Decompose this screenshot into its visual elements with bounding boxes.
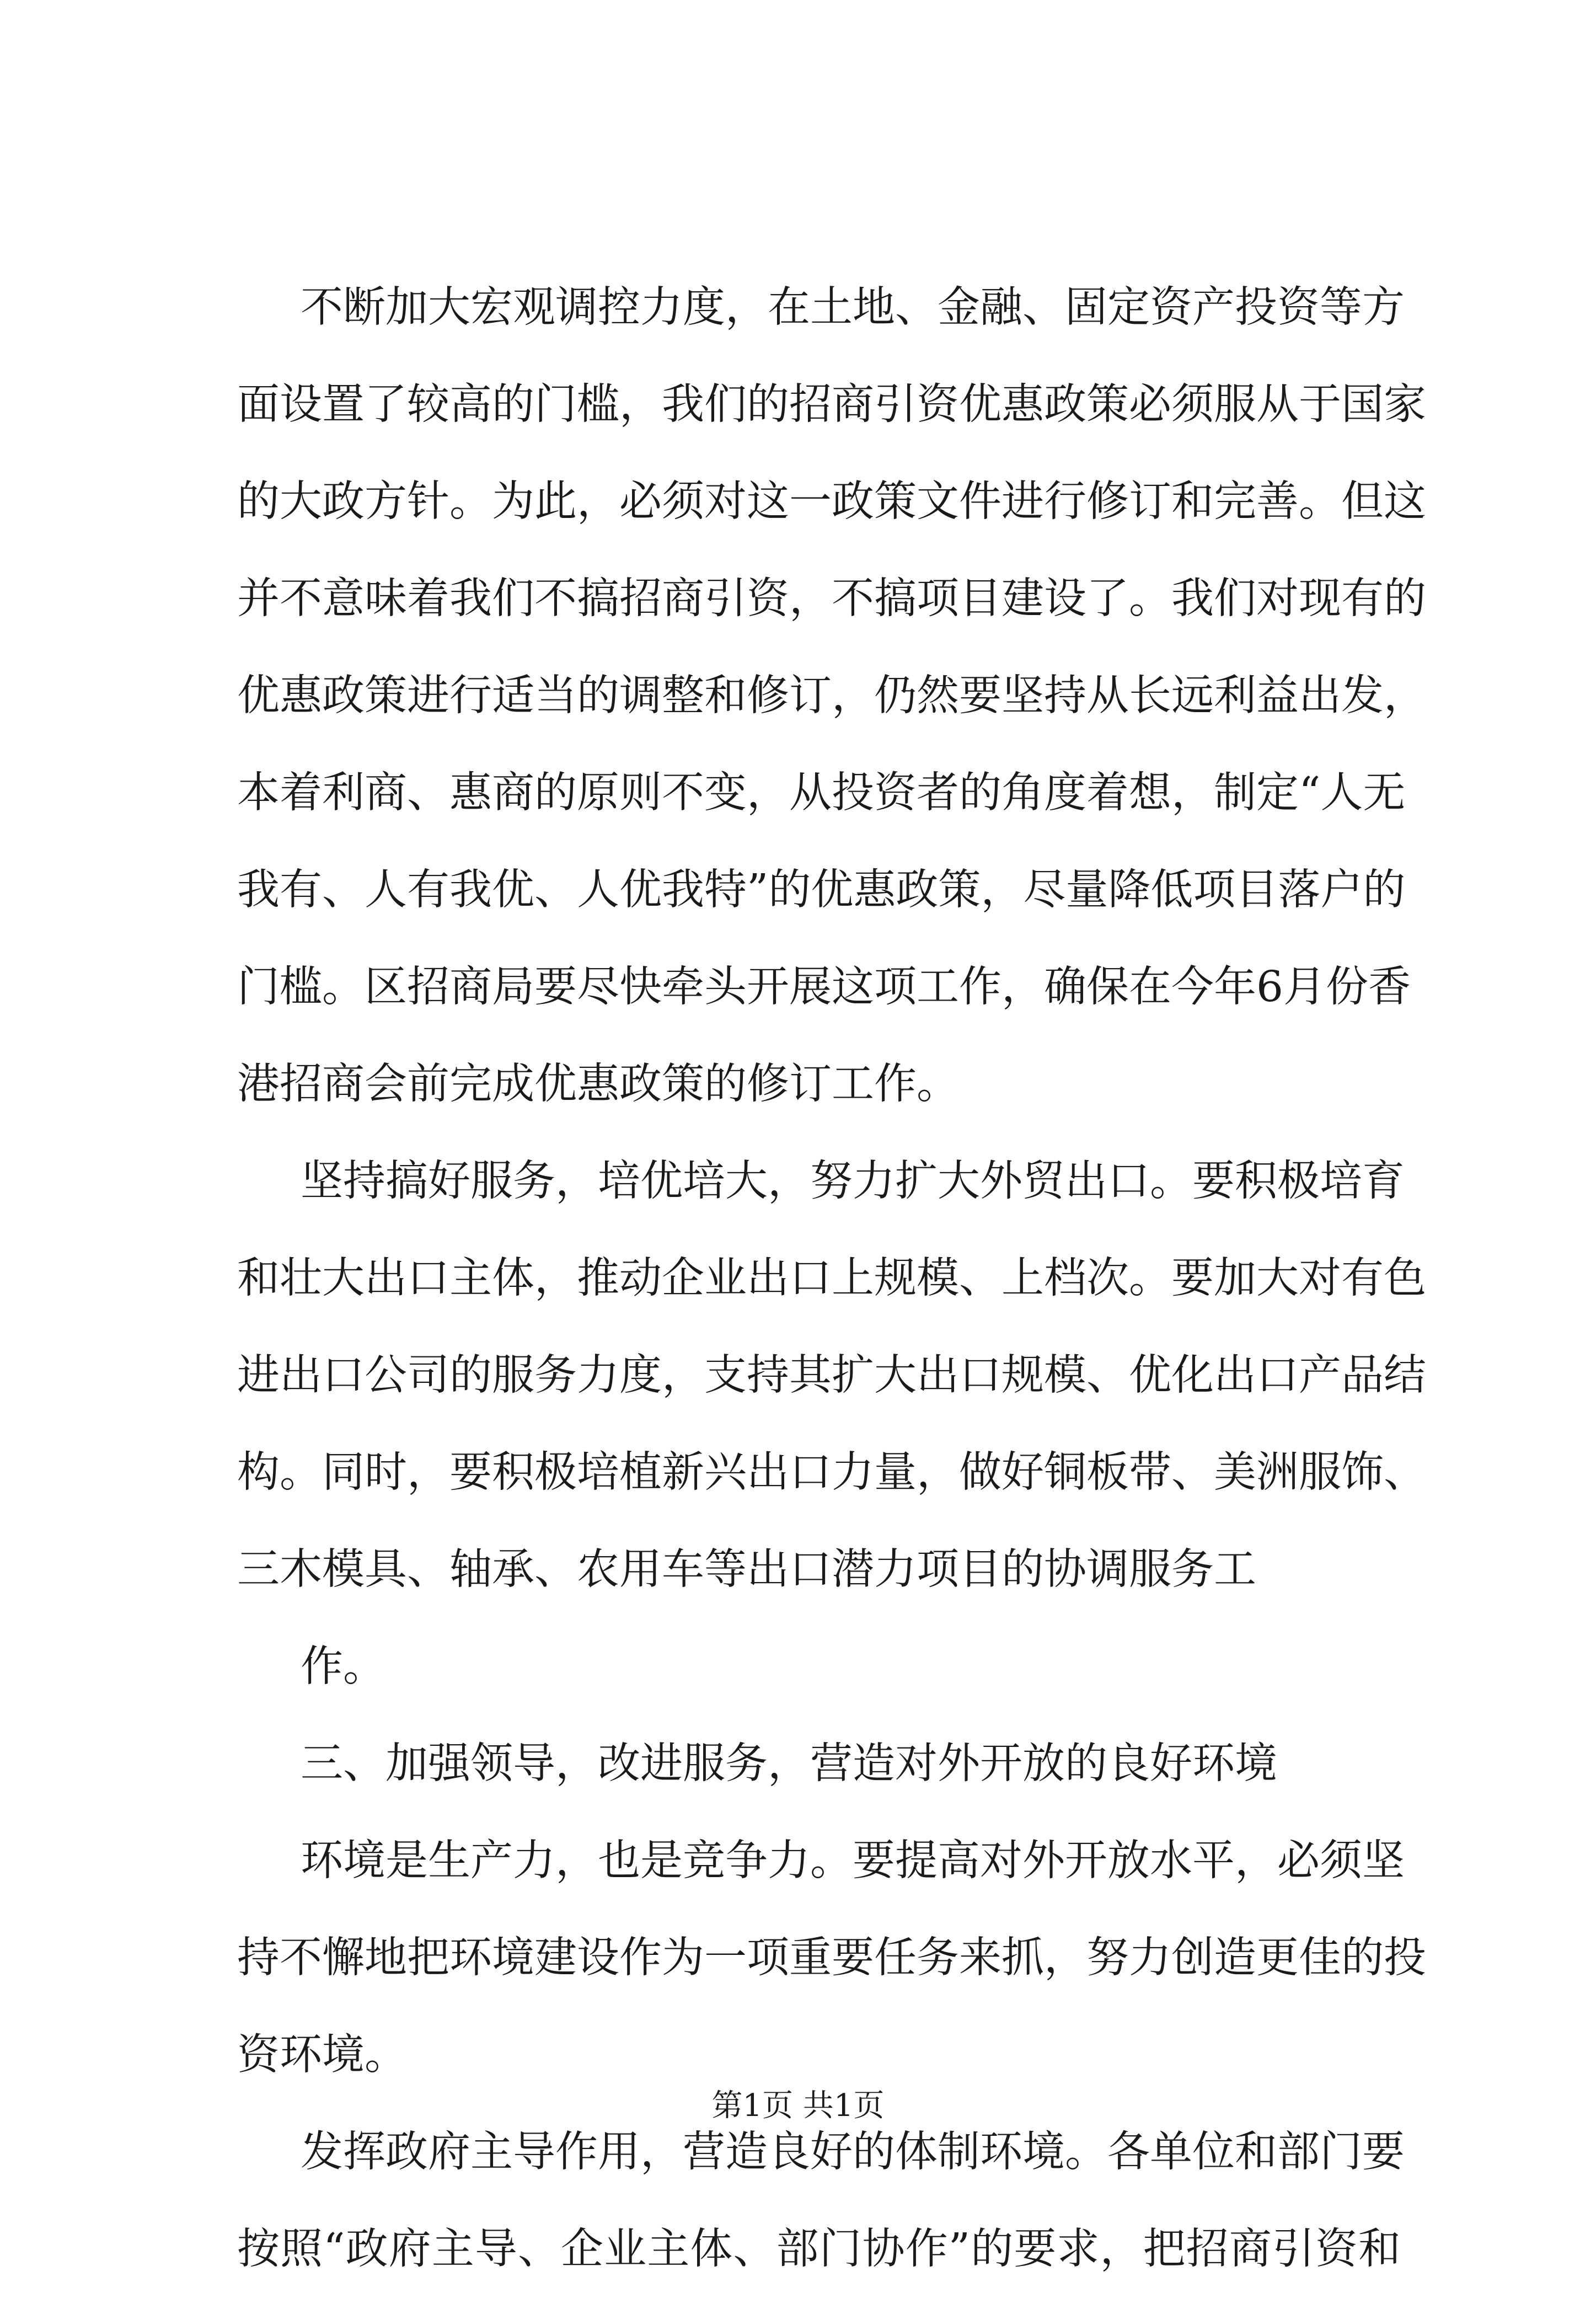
text-line: 我有、人有我优、人优我特”的优惠政策，尽量降低项目落户的 (237, 865, 1406, 915)
text-line: 并不意味着我们不搞招商引资，不搞项目建设了。我们对现有的 (237, 574, 1426, 623)
text-line: 门槛。区招商局要尽快牵头开展这项工作，确保在今年6月份香 (237, 963, 1411, 1012)
text-line: 三木模具、轴承、农用车等出口潜力项目的协调服务工 (237, 1545, 1256, 1594)
text-line: 的大政方针。为此，必须对这一政策文件进行修订和完善。但这 (237, 477, 1426, 526)
body-text (237, 259, 1426, 2298)
text-line: 构。同时，要积极培植新兴出口力量，做好铜板带、美洲服饰、 (237, 1448, 1426, 1497)
text-line: 港招商会前完成优惠政策的修订工作。 (237, 1060, 959, 1109)
text-line: 进出口公司的服务力度，支持其扩大出口规模、优化出口产品结 (237, 1351, 1426, 1400)
text-line: 优惠政策进行适当的调整和修订，仍然要坚持从长远利益出发， (237, 671, 1426, 720)
text-line: 坚持搞好服务，培优培大，努力扩大外贸出口。要积极培育 (301, 1157, 1405, 1206)
text-line: 面设置了较高的门槛，我们的招商引资优惠政策必须服从于国家 (237, 380, 1426, 429)
text-line: 持不懈地把环境建设作为一项重要任务来抓，努力创造更佳的投 (237, 1933, 1426, 1982)
text-line: 环境是生产力，也是竞争力。要提高对外开放水平，必须坚 (301, 1836, 1405, 1885)
text-line: 本着利商、惠商的原则不变，从投资者的角度着想，制定“人无 (237, 768, 1406, 817)
text-line: 资环境。 (237, 2030, 407, 2080)
section-heading: 三、加强领导，改进服务，营造对外开放的良好环境 (301, 1739, 1277, 1788)
text-line: 作。 (301, 1642, 385, 1691)
text-line: 和壮大出口主体，推动企业出口上规模、上档次。要加大对有色 (237, 1254, 1426, 1303)
text-line: 发挥政府主导作用，营造良好的体制环境。各单位和部门要 (301, 2128, 1405, 2177)
text-line: 按照“政府主导、企业主体、部门协作”的要求，把招商引资和 (237, 2225, 1401, 2274)
page-footer: 第1页 共1页 (711, 2088, 885, 2124)
text-line: 不断加大宏观调控力度，在土地、金融、固定资产投资等方 (301, 283, 1405, 332)
